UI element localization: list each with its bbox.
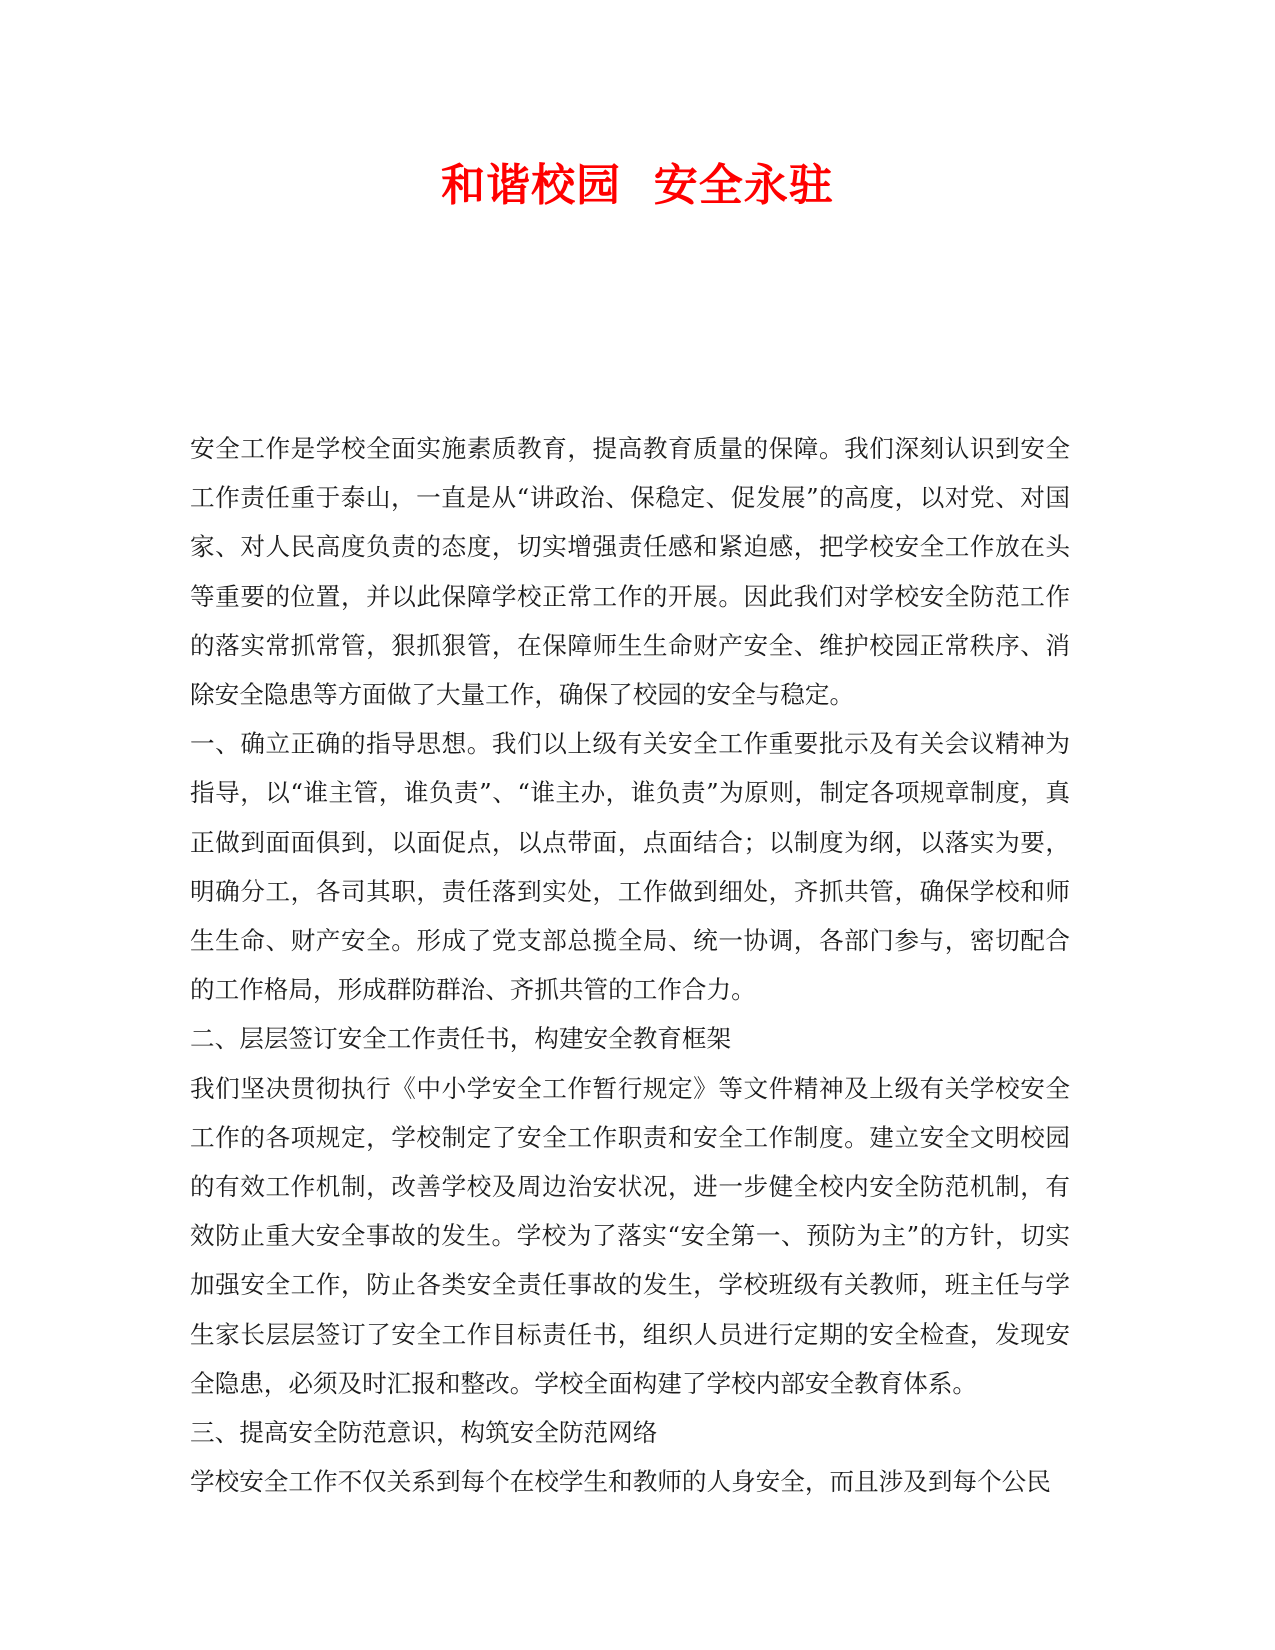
document-body (190, 424, 1070, 1506)
paragraph-intro: 安全工作是学校全面实施素质教育，提高教育质量的保障。我们深刻认识到安全工作责任重于泰山，一直是从“讲政治、保稳定、促发展”的高度，以对党、对国家、对人民高度负责的态度，切实增强责任感和紧迫感，把学校安全工作放在头等重要的位置，并以此保障学校正常工作的开展。因此我们对学校安全防范工作的落实常抓常管，狠抓狠管，在保障师生生命财产安全、维护校园正常秩序、消除安全隐患等方面做了大量工作，确保了校园的安全与稳定。 (190, 434, 1070, 710)
section-heading-two: 二、层层签订安全工作责任书，构建安全教育框架 (190, 1024, 732, 1054)
paragraph-section-three: 学校安全工作不仅关系到每个在校学生和教师的人身安全，而且涉及到每个公民 (190, 1467, 1051, 1497)
section-heading-three: 三、提高安全防范意识，构筑安全防范网络 (190, 1418, 658, 1448)
paragraph-section-one: 一、确立正确的指导思想。我们以上级有关安全工作重要批示及有关会议精神为指导，以“谁主管，谁负责”、“谁主办，谁负责”为原则，制定各项规章制度，真正做到面面俱到，以面促点，以点带面，点面结合；以制度为纲，以落实为要，明确分工，各司其职，责任落到实处，工作做到细处，齐抓共管，确保学校和师生生命、财产安全。形成了党支部总揽全局、统一协调，各部门参与，密切配合的工作格局，形成群防群治、齐抓共管的工作合力。 (190, 729, 1070, 1005)
document-title: 和谐校园 安全永驻 (441, 160, 834, 211)
paragraph-section-two: 我们坚决贯彻执行《中小学安全工作暂行规定》等文件精神及上级有关学校安全工作的各项规定，学校制定了安全工作职责和安全工作制度。建立安全文明校园的有效工作机制，改善学校及周边治安状况，进一步健全校内安全防范机制，有效防止重大安全事故的发生。学校为了落实“安全第一、预防为主”的方针，切实加强安全工作，防止各类安全责任事故的发生，学校班级有关教师，班主任与学生家长层层签订了安全工作目标责任书，组织人员进行定期的安全检查，发现安全隐患，必须及时汇报和整改。学校全面构建了学校内部安全教育体系。 (190, 1073, 1070, 1398)
